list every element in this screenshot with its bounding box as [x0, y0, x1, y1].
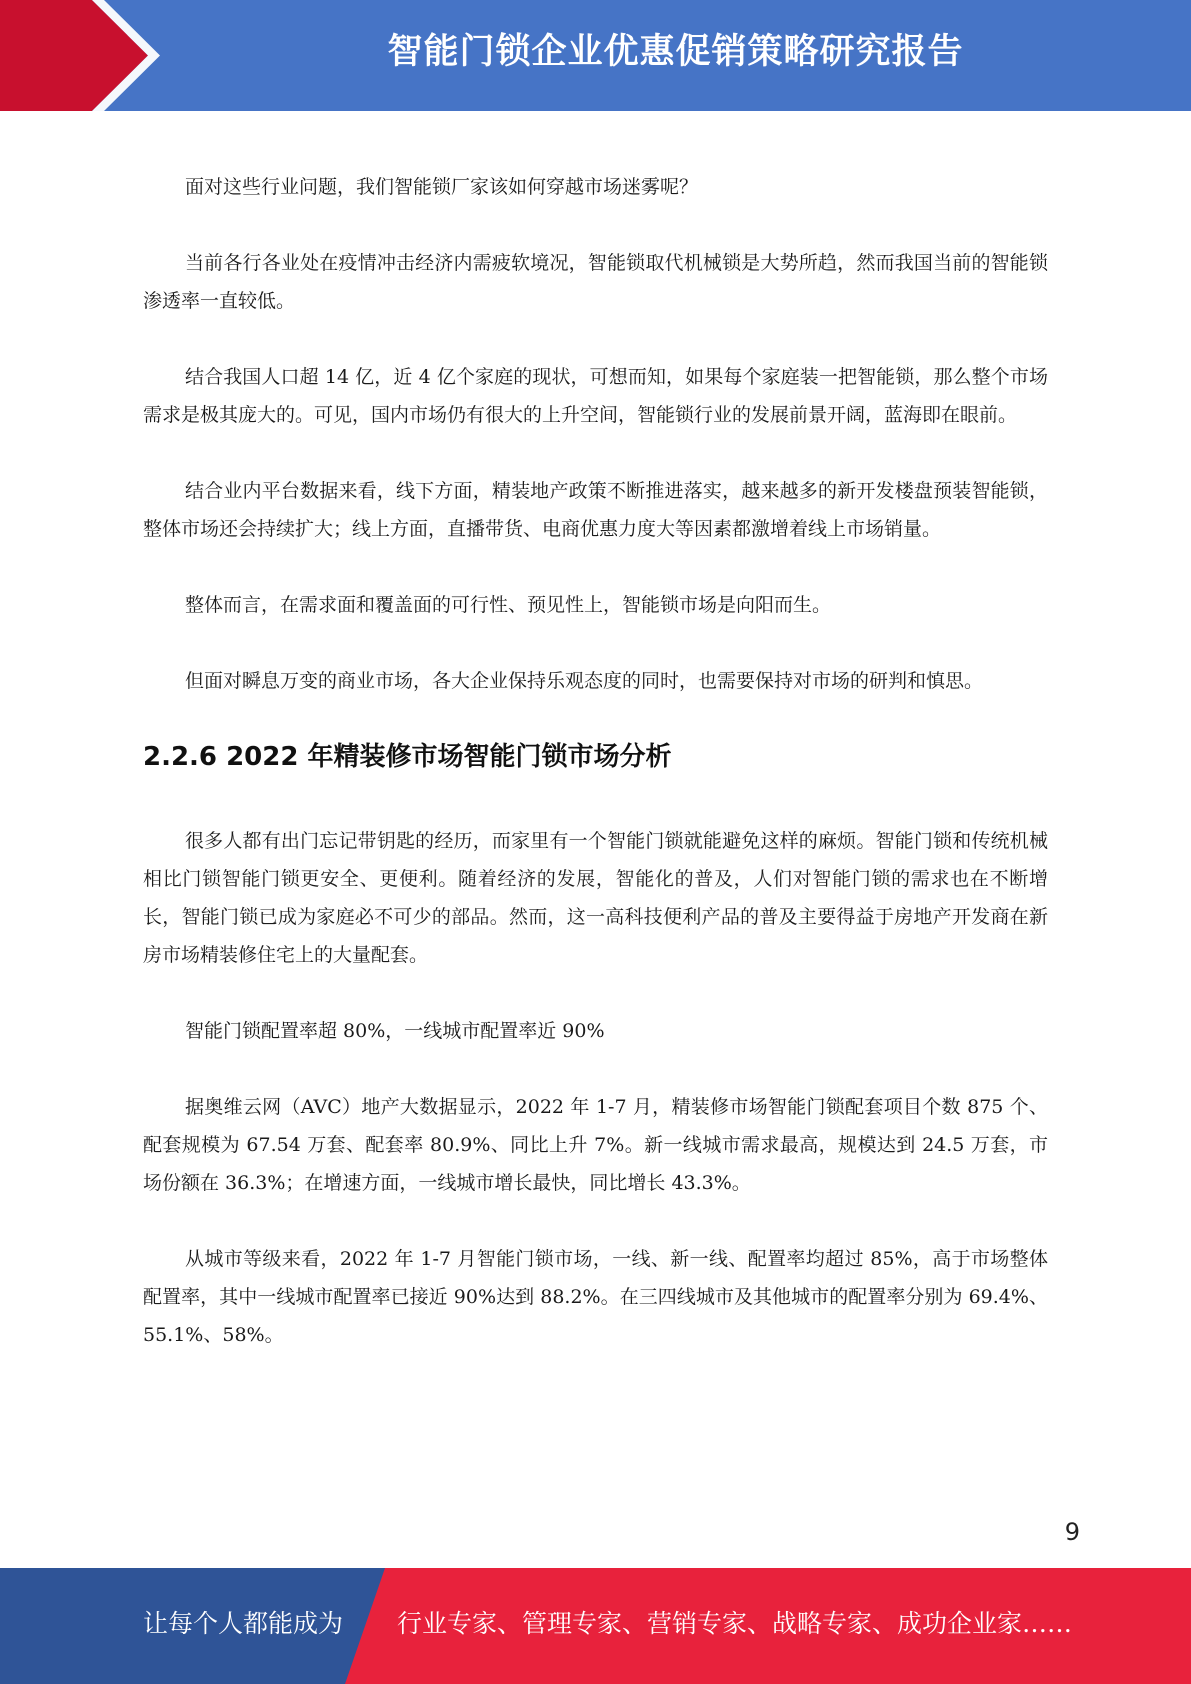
report-title: 智能门锁企业优惠促销策略研究报告 [387, 32, 964, 72]
footer-slogan-left: 让每个人都能成为 [143, 1609, 344, 1638]
section-heading: 2.2.6 2022 年精装修市场智能门锁市场分析 [143, 742, 672, 772]
paragraph: 但面对瞬息万变的商业市场，各大企业保持乐观态度的同时，也需要保持对市场的研判和慎思。 [185, 670, 984, 692]
header-arrow-decoration [0, 0, 170, 111]
paragraph: 据奥维云网（AVC）地产大数据显示，2022 年 1-7 月，精装修市场智能门锁配套项目个数 875 个、配套规模为 67.54 万套、配套率 80.9%、同比上升 7%。新一线城市需求最高，规模达到 24.5 万套，市场份额在 36.3%；在增速方面，一线城市增长最快，同比增长 43.3%。 [143, 1096, 1048, 1194]
paragraph: 整体而言，在需求面和覆盖面的可行性、预见性上，智能锁市场是向阳而生。 [185, 594, 832, 616]
footer-slogan-right: 行业专家、管理专家、营销专家、战略专家、成功企业家…… [397, 1609, 1073, 1638]
page-header [0, 0, 1191, 111]
header-red-chevron [0, 0, 148, 111]
page-footer [0, 1568, 1191, 1684]
paragraph: 从城市等级来看，2022 年 1-7 月智能门锁市场，一线、新一线、配置率均超过 85%，高于市场整体配置率，其中一线城市配置率已接近 90%达到 88.2%。在三四线城市及其他城市的配置率分别为 69.4%、55.1%、58%。 [143, 1248, 1048, 1346]
main-content [143, 168, 1048, 1354]
paragraph: 很多人都有出门忘记带钥匙的经历，而家里有一个智能门锁就能避免这样的麻烦。智能门锁和传统机械相比门锁智能门锁更安全、更便利。随着经济的发展，智能化的普及，人们对智能门锁的需求也在不断增长，智能门锁已成为家庭必不可少的部品。然而，这一高科技便利产品的普及主要得益于房地产开发商在新房市场精装修住宅上的大量配套。 [143, 830, 1048, 966]
paragraph: 智能门锁配置率超 80%，一线城市配置率近 90% [185, 1020, 605, 1042]
paragraph: 结合我国人口超 14 亿，近 4 亿个家庭的现状，可想而知，如果每个家庭装一把智能锁，那么整个市场需求是极其庞大的。可见，国内市场仍有很大的上升空间，智能锁行业的发展前景开阔，蓝海即在眼前。 [143, 366, 1048, 426]
page-number: 9 [1064, 1518, 1080, 1546]
paragraph: 面对这些行业问题，我们智能锁厂家该如何穿越市场迷雾呢？ [185, 176, 699, 198]
paragraph: 结合业内平台数据来看，线下方面，精装地产政策不断推进落实，越来越多的新开发楼盘预装智能锁，整体市场还会持续扩大；线上方面，直播带货、电商优惠力度大等因素都激增着线上市场销量。 [143, 480, 1048, 540]
paragraph: 当前各行各业处在疫情冲击经济内需疲软境况，智能锁取代机械锁是大势所趋，然而我国当前的智能锁渗透率一直较低。 [143, 252, 1048, 312]
